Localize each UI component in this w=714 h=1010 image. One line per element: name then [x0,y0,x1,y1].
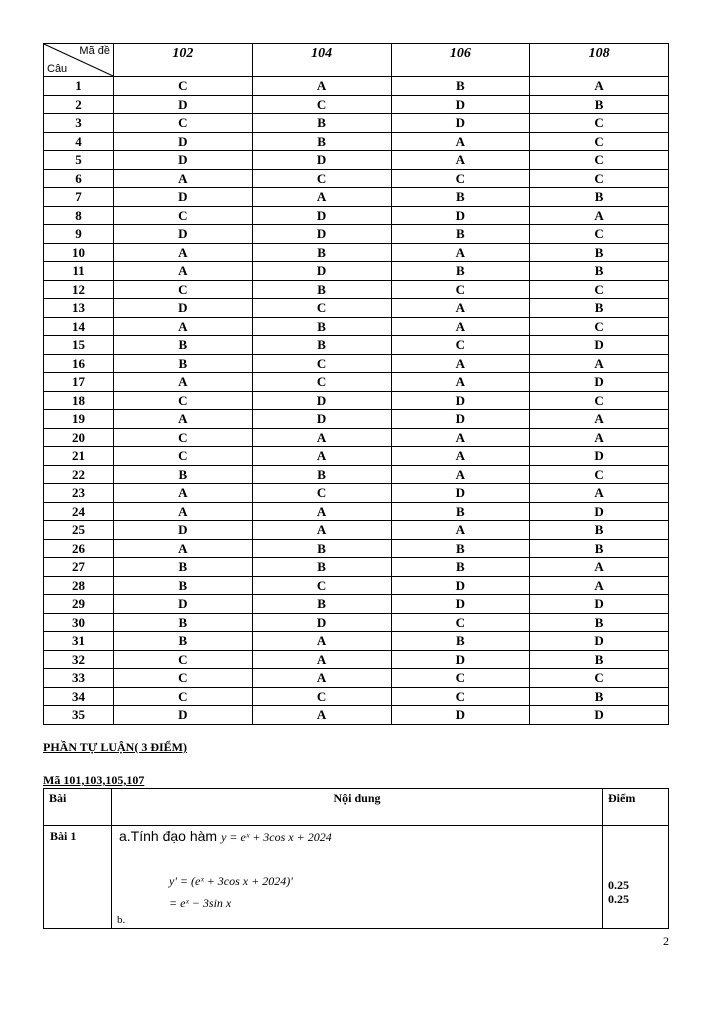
answer-cell: C [530,114,669,133]
answer-cell: D [114,595,253,614]
answer-cell: C [530,132,669,151]
answer-cell: A [391,243,530,262]
answer-cell: D [391,114,530,133]
answer-cell: B [530,613,669,632]
exam-code-header: 106 [391,44,530,77]
question-number: 16 [44,354,114,373]
answer-row [44,576,669,595]
part-a-prompt [119,828,332,846]
question-number: 13 [44,299,114,318]
answer-cell: B [114,632,253,651]
answer-cell: A [391,373,530,392]
answer-cell: C [114,280,253,299]
answer-cell: B [391,262,530,281]
question-number: 8 [44,206,114,225]
answer-row [44,650,669,669]
answer-cell: C [391,687,530,706]
question-number: 11 [44,262,114,281]
answer-cell: B [252,595,391,614]
essay-section-title: PHẦN TỰ LUẬN( 3 ĐIỂM) [43,740,187,754]
answer-cell: A [530,576,669,595]
answer-row [44,465,669,484]
answer-cell: C [114,428,253,447]
answer-cell: C [114,650,253,669]
answer-cell: C [530,465,669,484]
answer-cell: A [114,502,253,521]
page-number: 2 [663,934,669,948]
answer-row [44,558,669,577]
answer-cell: C [252,484,391,503]
answer-cell: D [114,521,253,540]
answer-cell: C [114,391,253,410]
answer-cell: A [391,428,530,447]
question-number: 12 [44,280,114,299]
answer-cell: C [252,354,391,373]
answer-cell: B [530,539,669,558]
answer-cell: A [114,169,253,188]
answer-row [44,151,669,170]
answer-cell: B [391,188,530,207]
answer-cell: B [114,336,253,355]
question-number: 30 [44,613,114,632]
answer-cell: A [391,299,530,318]
answer-cell: D [252,262,391,281]
answer-cell: A [252,502,391,521]
essay-rubric-table [43,788,669,929]
answer-cell: A [530,354,669,373]
answer-row [44,410,669,429]
answer-cell: C [114,206,253,225]
question-number: 7 [44,188,114,207]
answer-cell: A [114,484,253,503]
answer-row [44,262,669,281]
answer-cell: C [530,169,669,188]
answer-row [44,428,669,447]
answer-row [44,669,669,688]
question-number: 6 [44,169,114,188]
answer-cell: C [114,687,253,706]
answer-cell: D [530,632,669,651]
question-number: 34 [44,687,114,706]
derivative-step-2: = eˣ − 3sin x [169,896,232,910]
question-number: 26 [44,539,114,558]
bai-header: Bài [44,789,112,826]
part-a-lead: a.Tính đạo hàm [119,828,218,844]
answer-cell: D [252,391,391,410]
score-header: Điểm [603,789,669,826]
answer-cell: A [391,521,530,540]
answer-cell: D [530,373,669,392]
answer-cell: A [114,243,253,262]
answer-cell: C [252,687,391,706]
answer-cell: B [391,77,530,96]
question-number: 14 [44,317,114,336]
answer-cell: C [391,280,530,299]
question-number: 3 [44,114,114,133]
essay-exam-codes: Mã 101,103,105,107 [43,773,145,787]
answer-key-table [43,43,669,725]
answer-row [44,373,669,392]
answer-cell: B [391,502,530,521]
answer-cell: A [530,77,669,96]
question-number: 32 [44,650,114,669]
answer-cell: A [391,132,530,151]
answer-cell: D [530,502,669,521]
question-number: 21 [44,447,114,466]
answer-cell: B [252,336,391,355]
answer-cell: D [252,206,391,225]
answer-cell: A [114,262,253,281]
answer-row [44,188,669,207]
answer-cell: A [252,77,391,96]
answer-cell: D [114,95,253,114]
answer-cell: D [114,132,253,151]
answer-row [44,613,669,632]
answer-cell: C [114,447,253,466]
answer-cell: D [391,95,530,114]
answer-cell: D [252,410,391,429]
bai-cell [44,826,112,929]
answer-cell: D [391,576,530,595]
question-number: 27 [44,558,114,577]
essay-header-row [44,789,669,826]
answer-cell: B [391,225,530,244]
question-number: 1 [44,77,114,96]
answer-cell: C [530,280,669,299]
answer-cell: B [252,558,391,577]
question-number: 35 [44,706,114,725]
answer-cell: A [391,151,530,170]
answer-cell: C [530,391,669,410]
answer-cell: A [391,317,530,336]
answer-cell: B [530,521,669,540]
exam-code-header: 104 [252,44,391,77]
answer-cell: D [391,410,530,429]
answer-cell: C [252,299,391,318]
score-cell [603,826,669,929]
answer-cell: A [114,539,253,558]
question-label: Câu [47,63,68,75]
answer-cell: B [252,114,391,133]
answer-cell: B [530,650,669,669]
answer-cell: A [252,188,391,207]
score-value: 0.25 [608,878,629,892]
answer-cell: D [252,151,391,170]
question-number: 9 [44,225,114,244]
part-a-function: y = eˣ + 3cos x + 2024 [221,830,332,844]
answer-cell: D [530,706,669,725]
answer-cell: D [391,391,530,410]
answer-cell: D [391,206,530,225]
answer-cell: D [114,299,253,318]
answer-cell: C [252,95,391,114]
answer-cell: D [252,225,391,244]
answer-cell: A [114,317,253,336]
answer-key-header-row [44,44,669,77]
answer-cell: C [391,169,530,188]
corner-header-cell [44,44,114,77]
question-number: 23 [44,484,114,503]
answer-cell: C [252,576,391,595]
answer-cell: A [530,428,669,447]
score-value: 0.25 [608,892,629,906]
answer-cell: B [252,317,391,336]
question-number: 24 [44,502,114,521]
answer-key-body [44,77,669,725]
answer-cell: B [391,539,530,558]
question-number: 19 [44,410,114,429]
question-number: 15 [44,336,114,355]
answer-cell: C [114,669,253,688]
answer-cell: A [252,632,391,651]
answer-cell: D [114,225,253,244]
answer-row [44,299,669,318]
question-number: 20 [44,428,114,447]
answer-cell: D [391,706,530,725]
bai-label: Bài 1 [50,829,77,843]
question-number: 5 [44,151,114,170]
answer-row [44,114,669,133]
question-number: 33 [44,669,114,688]
answer-cell: D [114,706,253,725]
answer-cell: A [114,410,253,429]
answer-row [44,169,669,188]
answer-row [44,77,669,96]
question-number: 29 [44,595,114,614]
answer-row [44,243,669,262]
answer-cell: C [530,225,669,244]
answer-cell: B [530,188,669,207]
question-number: 18 [44,391,114,410]
answer-cell: B [114,613,253,632]
question-number: 10 [44,243,114,262]
exam-code-header: 108 [530,44,669,77]
question-number: 17 [44,373,114,392]
exam-code-header: 102 [114,44,253,77]
answer-row [44,225,669,244]
answer-row [44,447,669,466]
answer-cell: A [391,465,530,484]
answer-cell: C [530,317,669,336]
answer-row [44,595,669,614]
answer-row [44,502,669,521]
answer-cell: D [114,188,253,207]
answer-cell: B [530,687,669,706]
answer-row [44,317,669,336]
question-number: 4 [44,132,114,151]
answer-cell: A [252,428,391,447]
answer-cell: B [114,576,253,595]
answer-cell: D [391,484,530,503]
question-number: 2 [44,95,114,114]
answer-row [44,206,669,225]
answer-cell: C [391,336,530,355]
answer-cell: D [391,650,530,669]
content-header: Nội dung [112,789,603,826]
answer-cell: A [391,447,530,466]
derivative-step-1: y' = (eˣ + 3cos x + 2024)' [169,874,293,888]
answer-row [44,354,669,373]
question-number: 25 [44,521,114,540]
answer-cell: B [252,280,391,299]
answer-cell: A [530,558,669,577]
answer-cell: B [114,465,253,484]
answer-row [44,484,669,503]
answer-cell: A [252,669,391,688]
answer-row [44,521,669,540]
answer-cell: A [391,354,530,373]
answer-cell: C [252,169,391,188]
answer-cell: A [530,206,669,225]
exam-code-label: Mã đề [79,45,110,57]
answer-row [44,280,669,299]
answer-cell: A [252,521,391,540]
question-number: 22 [44,465,114,484]
question-number: 28 [44,576,114,595]
answer-cell: A [252,447,391,466]
answer-cell: D [530,336,669,355]
answer-cell: D [530,447,669,466]
answer-cell: C [252,373,391,392]
answer-cell: B [391,632,530,651]
answer-cell: C [530,669,669,688]
answer-row [44,687,669,706]
content-cell [112,826,603,929]
question-number: 31 [44,632,114,651]
answer-row [44,706,669,725]
answer-cell: B [252,465,391,484]
answer-cell: B [391,558,530,577]
answer-cell: B [530,243,669,262]
answer-cell: B [252,132,391,151]
answer-cell: B [530,262,669,281]
answer-cell: B [114,558,253,577]
answer-cell: A [114,373,253,392]
answer-cell: B [252,539,391,558]
answer-cell: B [252,243,391,262]
answer-cell: C [391,669,530,688]
answer-cell: A [530,410,669,429]
answer-cell: A [252,650,391,669]
answer-row [44,539,669,558]
answer-cell: B [530,95,669,114]
answer-row [44,632,669,651]
answer-cell: C [530,151,669,170]
answer-cell: D [252,613,391,632]
answer-row [44,391,669,410]
answer-cell: D [391,595,530,614]
answer-cell: C [114,77,253,96]
answer-cell: A [252,706,391,725]
answer-row [44,132,669,151]
answer-cell: B [114,354,253,373]
answer-cell: A [530,484,669,503]
essay-row [44,826,669,929]
answer-cell: D [530,595,669,614]
answer-cell: D [114,151,253,170]
answer-row [44,336,669,355]
answer-cell: B [530,299,669,318]
answer-cell: C [114,114,253,133]
part-b-label: b. [117,914,126,926]
answer-row [44,95,669,114]
answer-cell: C [391,613,530,632]
